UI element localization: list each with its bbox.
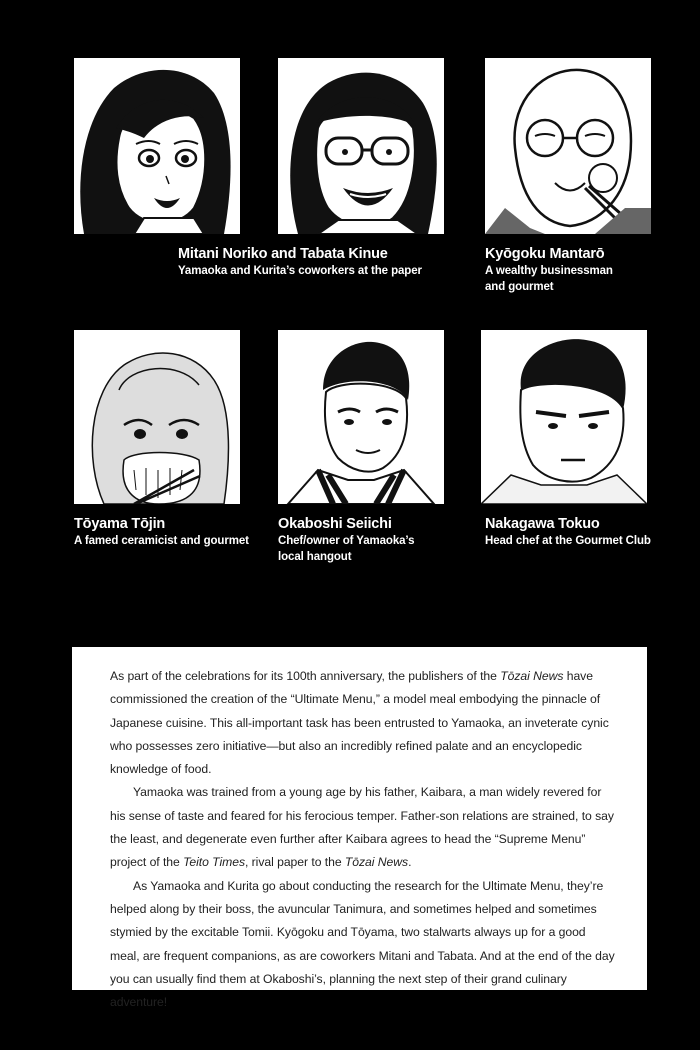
- character-name: Kyōgoku Mantarō: [485, 246, 605, 262]
- portrait-nakagawa-tokuo: [481, 330, 647, 504]
- synopsis-paragraph: As Yamaoka and Kurita go about conducting the research for the Ultimate Menu, they’re helped along by their boss, the avuncular Tanimura, and sometimes helped and sometimes stymied by the excitable Tomii. Kyōgoku and Tōyama, two stalwarts always up for a good meal, are frequent companions, as are coworkers Mitani and Tabata. And at the end of the day you can usually find them at Okaboshi’s, planning the next step of their grand culinary adventure!: [110, 878, 615, 1010]
- synopsis-text: , rival paper to the: [245, 855, 345, 870]
- character-description: Head chef at the Gourmet Club: [485, 535, 651, 547]
- character-description: Chef/owner of Yamaoka’s: [278, 535, 415, 547]
- portrait-okaboshi-seiichi: [278, 330, 444, 504]
- synopsis-paragraph: [110, 665, 617, 781]
- portrait-mitani-noriko: [74, 58, 240, 234]
- synopsis-text: As part of the celebrations for its 100th anniversary, the publishers of the: [110, 669, 501, 683]
- character-description: local hangout: [278, 551, 352, 563]
- synopsis-paragraph: [110, 781, 617, 874]
- newspaper-title: Tōzai News: [344, 855, 409, 870]
- character-name: Okaboshi Seiichi: [278, 516, 392, 532]
- character-description: A famed ceramicist and gourmet: [74, 535, 249, 547]
- character-description: Yamaoka and Kurita’s coworkers at the paper: [178, 265, 422, 277]
- caption-kyogoku: [485, 245, 613, 295]
- portrait-tabata-kinue: [278, 58, 444, 234]
- portrait-kyogoku-mantaro: [485, 58, 651, 234]
- caption-toyama: [74, 515, 249, 549]
- character-name: Tōyama Tōjin: [74, 516, 166, 532]
- synopsis-text: have commissioned the creation of the “Ultimate Menu,” a model meal embodying the pinnacle of Japanese cuisine. This all-important task has been entrusted to Yamaoka, an inveterate cynic who possesses zero initiative—but also an incredibly refined palate and an encyclopedic knowledge of food.: [110, 669, 609, 777]
- portrait-toyama-tojin: [74, 330, 240, 504]
- character-description: and gourmet: [485, 281, 554, 293]
- newspaper-title: Tōzai News: [500, 669, 564, 683]
- synopsis-text: .: [408, 855, 412, 870]
- character-name: Mitani Noriko and Tabata Kinue: [178, 246, 388, 262]
- synopsis-text: Yamaoka was trained from a young age by his father, Kaibara, a man widely revered for his sense of taste and feared for his ferocious temper. Father-son relations are strained, to say the least, and degenerate even further after Kaibara agrees to head the “Supreme Menu” project of the: [110, 785, 614, 870]
- caption-mitani-tabata: [178, 245, 422, 279]
- caption-nakagawa: [485, 515, 651, 549]
- character-description: A wealthy businessman: [485, 265, 613, 277]
- newspaper-title: Teito Times: [183, 855, 245, 870]
- character-name: Nakagawa Tokuo: [485, 516, 600, 532]
- synopsis-box: [72, 647, 647, 1010]
- caption-okaboshi: [278, 515, 414, 565]
